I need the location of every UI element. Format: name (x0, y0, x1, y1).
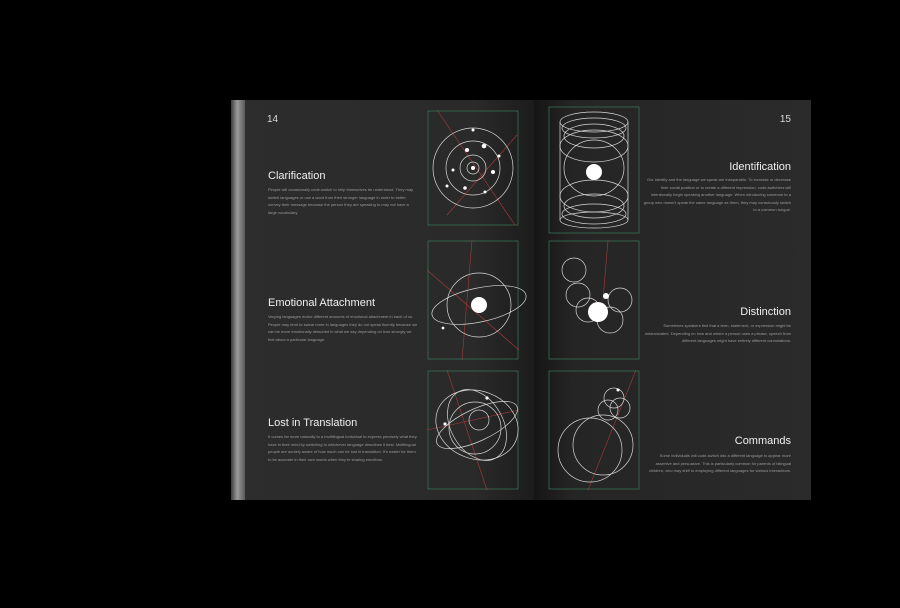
section-title-distinction: Distinction (740, 306, 791, 318)
stacked-ellipses-icon (548, 106, 640, 234)
section-body-lost-in-translation: It comes far more naturally to a multilingual individual to express precisely what they have in their mind by switching to whichever language describes it best. Multilingual people are acutely aware of how much can be lost in translation. It's easier for them to be accurate in their own words when they're sharing emotions. (268, 434, 417, 462)
section-title-clarification: Clarification (268, 170, 326, 182)
section-body-distinction: Sometimes speakers find that a term, statement, or expression might be mistranslated. Depending on how and where a person uses a phrase, speech from different languages might have entirely different connotations. (644, 323, 791, 343)
orbit-atom-icon (427, 110, 519, 226)
open-booklet (231, 100, 811, 500)
section-title-commands: Commands (734, 435, 791, 447)
section-title-lost-in-translation: Lost in Translation (268, 417, 358, 429)
right-page (534, 100, 811, 500)
page-edges (231, 100, 245, 500)
offset-rings-icon (548, 370, 640, 490)
section-title-identification: Identification (729, 161, 791, 173)
section-body-commands: Some individuals will code-switch into a different language to appear more assertive and persuasive. This is particularly common for parents of bilingual children, who may shift to employing different languages for various interactions. (648, 453, 791, 473)
overlapping-circles-icon (548, 240, 640, 360)
section-title-emotional-attachment: Emotional Attachment (268, 297, 376, 309)
section-body-emotional-attachment: Varying languages evoke different amounts of emotional attachment in each of us. People may tend to swear more in languages they do not speak fluently because we can be more emotionally detached in what we say depending on how strongly we feel about a particular language. (268, 314, 418, 342)
page-number-left: 14 (267, 114, 279, 125)
gyroscope-rings-icon (427, 370, 519, 490)
section-body-clarification: People will occasionally code-switch to help themselves be understood. They may switch languages or use a word from their stronger language in order to better convey their message because the person they are speaking to may not have a large vocabulary. (268, 187, 414, 215)
left-page (231, 100, 534, 500)
planet-ring-icon (427, 240, 519, 360)
page-number-right: 15 (779, 114, 791, 125)
section-body-identification: Our identity and the language we speak are inseparable. To increase or decrease their social position or to create a different impression, code-switchers will intentionally begin speaking another language. When introducing someone to a group who doesn't speak the same language as them, they may consciously switch to a common tongue. (643, 177, 791, 212)
